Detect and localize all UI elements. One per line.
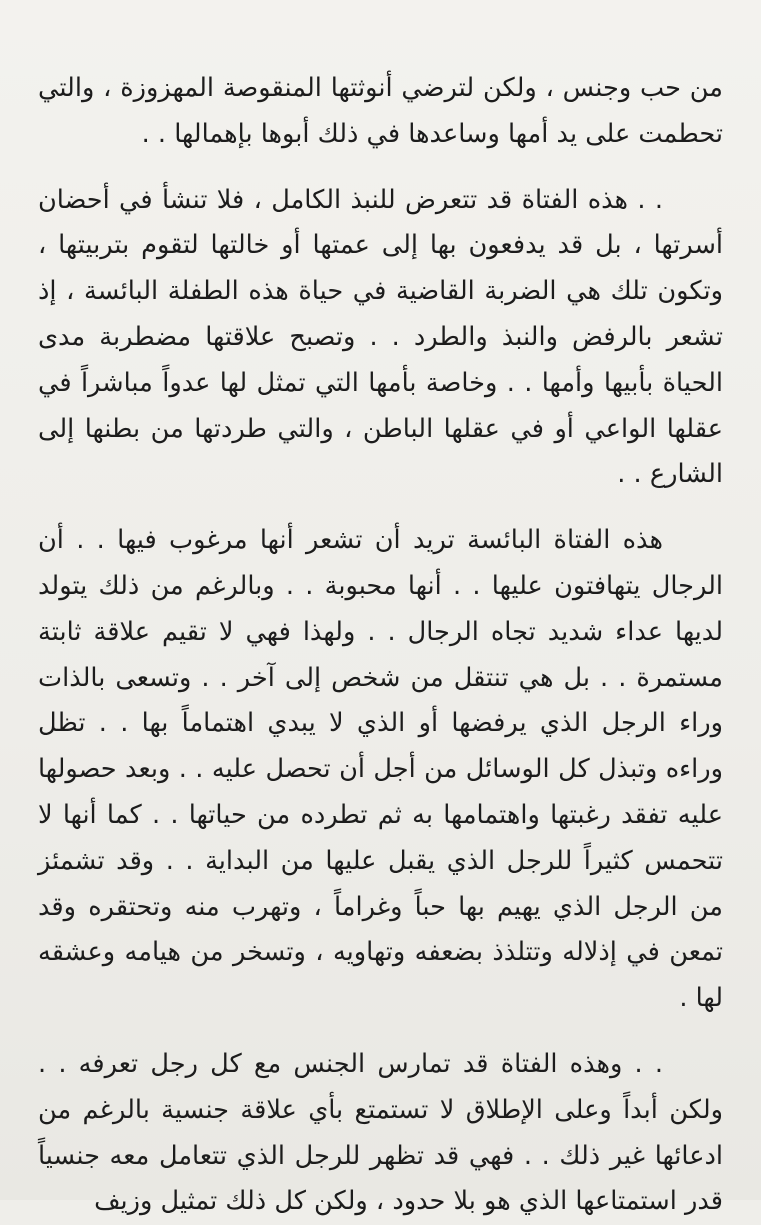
paragraph-2: . . هذه الفتاة قد تتعرض للنبذ الكامل ، فلا تنشأ في أحضان أسرتها ، بل قد يدفعون بها إلى عمتها أو خالتها لتقوم بتربيتها ، وتكون تلك هي الضربة القاضية في حياة هذه الطفلة البائسة ، إذ تشعر بالرفض والنبذ والطرد . . وتصبح علاقتها مضطربة مدى الحياة بأبيها وأمها . . وخاصة بأمها التي تمثل لها عدواً مباشراً في عقلها الواعي أو في عقلها الباطن ، والتي طردتها من بطنها إلى الشارع . . — [38, 184, 723, 490]
paragraph-1: من حب وجنس ، ولكن لترضي أنوثتها المنقوصة المهزوزة ، والتي تحطمت على يد أمها وساعدها في ذلك أبوها بإهمالها . . — [38, 73, 723, 149]
paragraph-4: . . وهذه الفتاة قد تمارس الجنس مع كل رجل تعرفه . . ولكن أبداً وعلى الإطلاق لا تستمتع بأي علاقة جنسية بالرغم من ادعائها غير ذلك . . فهي قد تظهر للرجل الذي تتعامل معه جنسياً قدر استمتاعها الذي هو بلا حدود ، ولكن كل ذلك تمثيل وزيف — [38, 1048, 723, 1217]
page-text — [38, 66, 723, 1225]
paragraph-3: هذه الفتاة البائسة تريد أن تشعر أنها مرغوب فيها . . أن الرجال يتهافتون عليها . . أنها محبوبة . . وبالرغم من ذلك يتولد لديها عداء شديد تجاه الرجال . . ولهذا فهي لا تقيم علاقة ثابتة مستمرة . . بل هي تنتقل من شخص إلى آخر . . وتسعى بالذات وراء الرجل الذي يرفضها أو الذي لا يبدي اهتماماً بها . . تظل وراءه وتبذل كل الوسائل من أجل أن تحصل عليه . . وبعد حصولها عليه تفقد رغبتها واهتمامها به ثم تطرده من حياتها . . كما أنها لا تتحمس كثيراً للرجل الذي يقبل عليها من البداية . . وقد تشمئز من الرجل الذي يهيم بها حباً وغراماً ، وتهرب منه وتحتقره وقد تمعن في إذلاله وتتلذذ بضعفه وتهاويه ، وتسخر من هيامه وعشقه لها . — [38, 525, 723, 1014]
